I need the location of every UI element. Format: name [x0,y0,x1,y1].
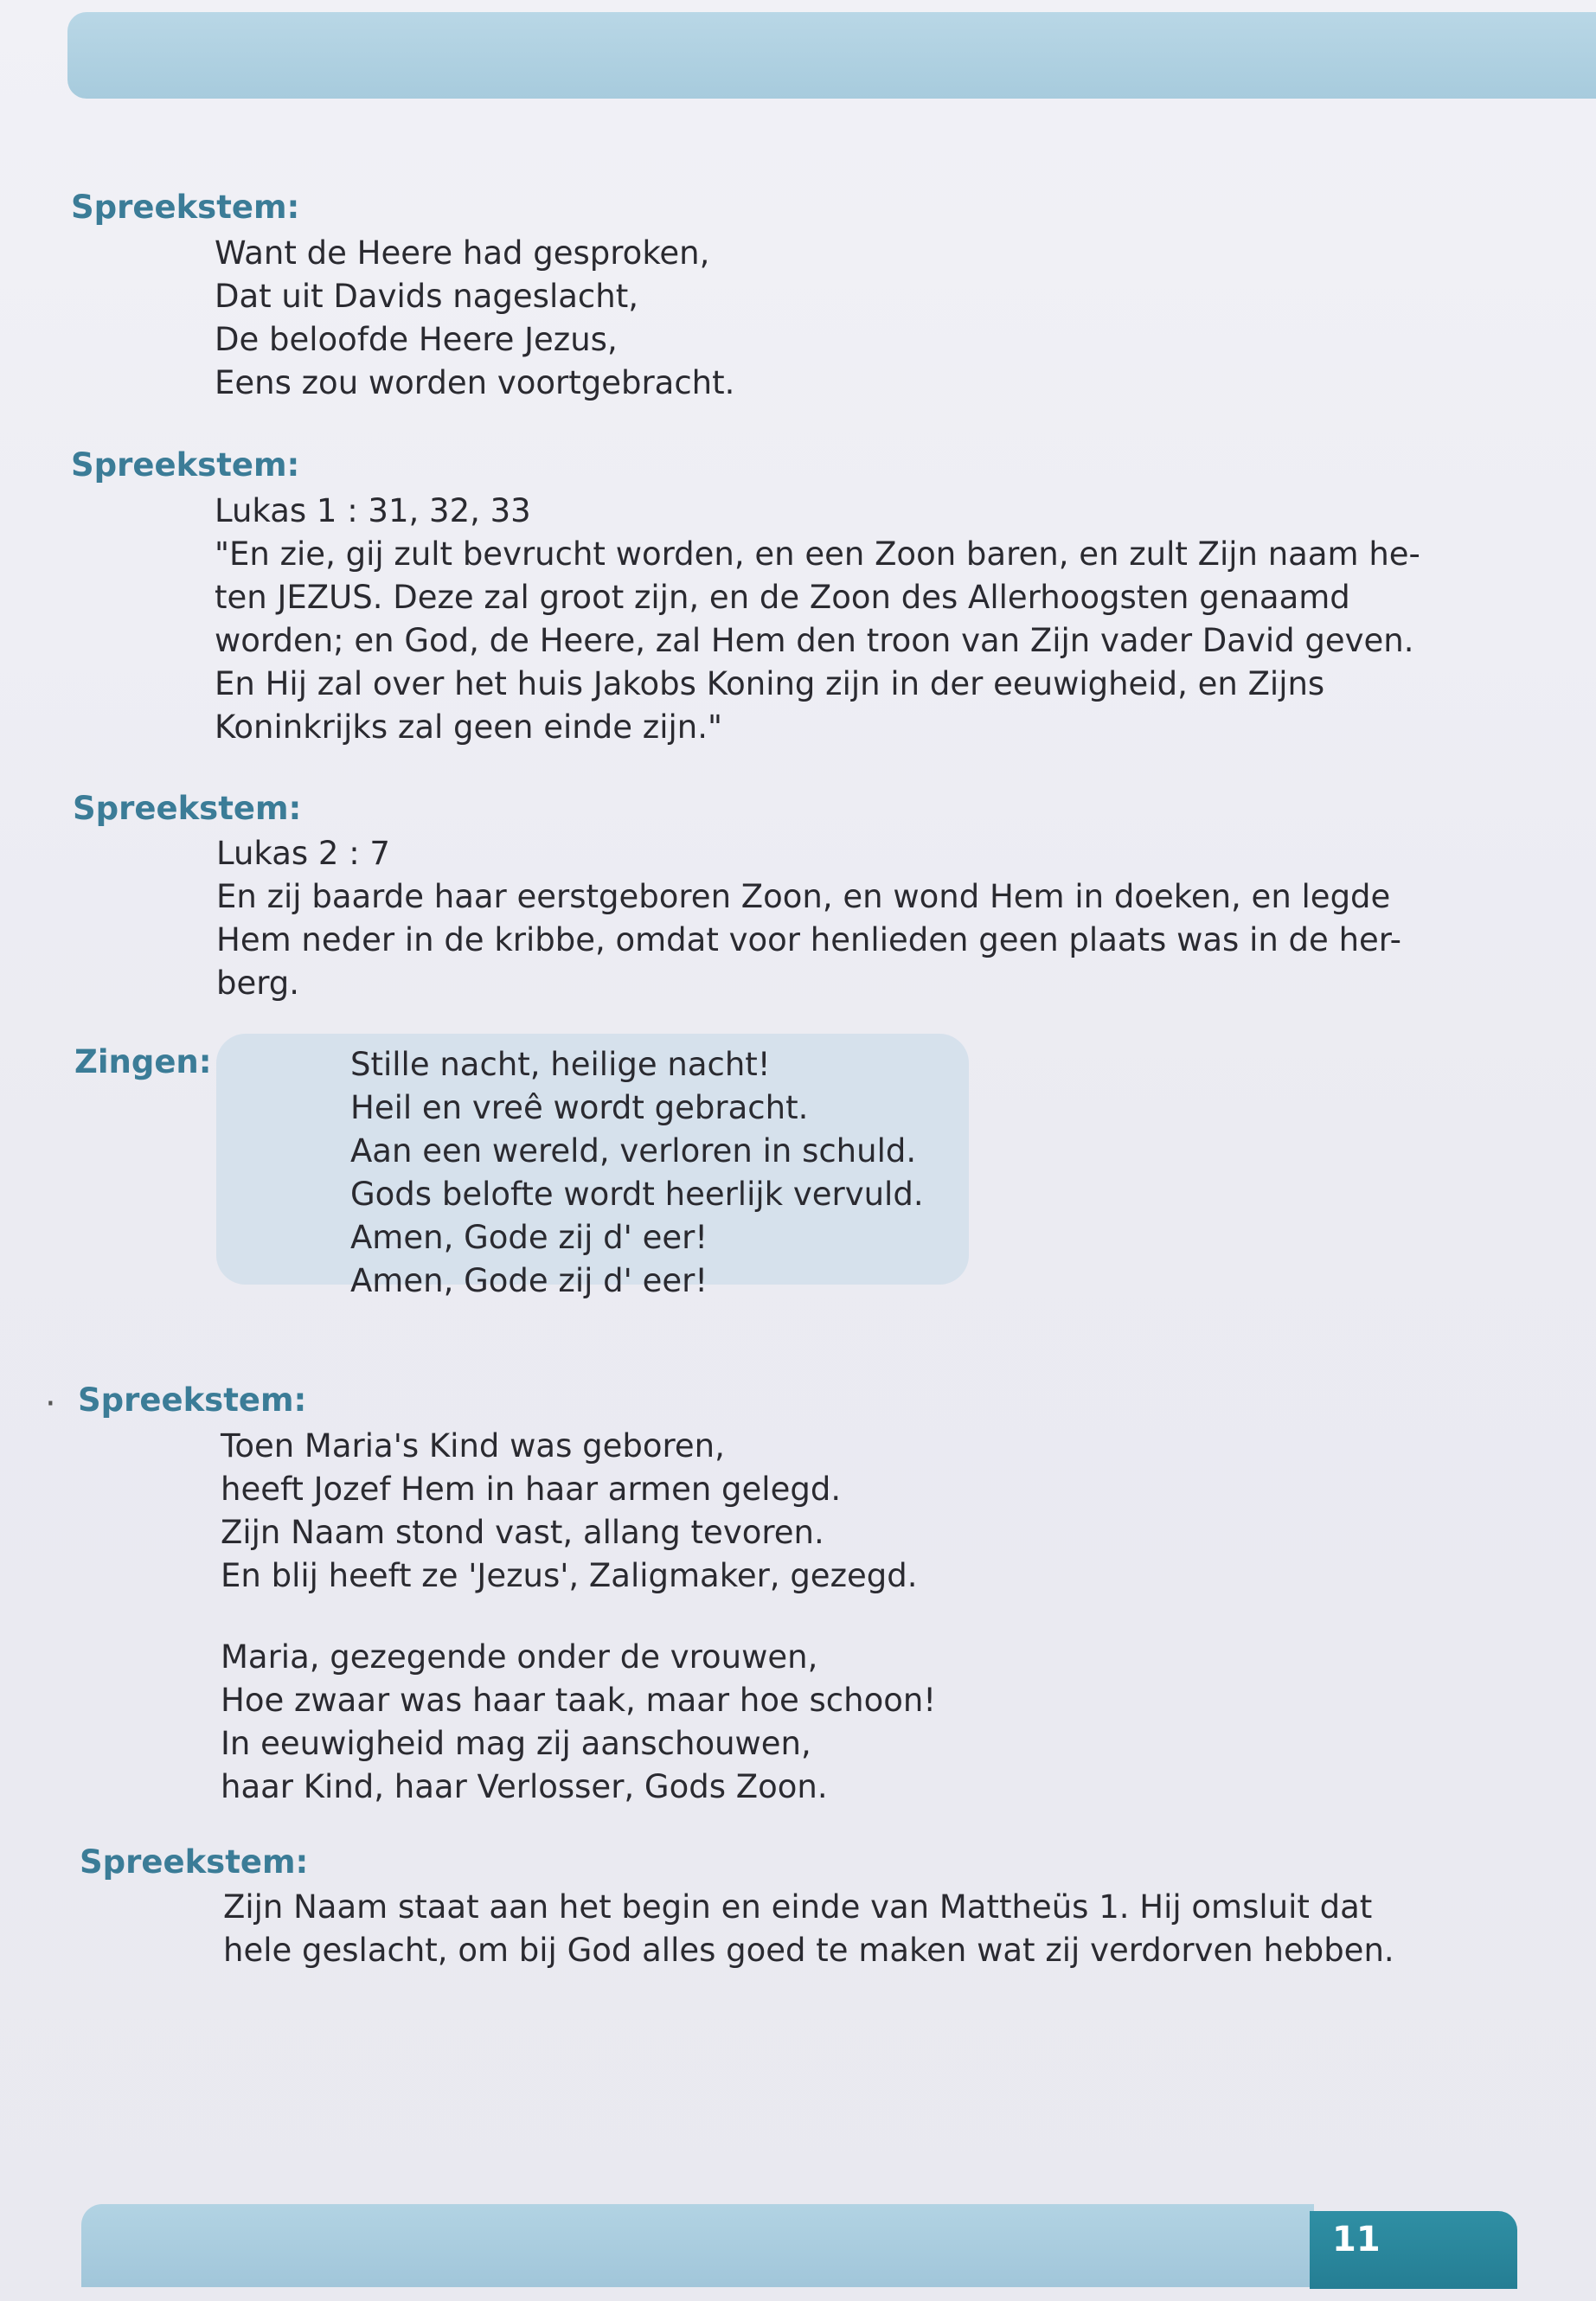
text-line: Maria, gezegende onder de vrouwen, [221,1638,818,1676]
text-line: De beloofde Heere Jezus, [215,321,618,358]
section-body [223,1886,1394,1972]
text-line: Toen Maria's Kind was geboren, [221,1427,725,1465]
lyric-line: Stille nacht, heilige nacht! [350,1046,771,1083]
text-line: hele geslacht, om bij God alles goed te maken wat zij verdorven hebben. [223,1932,1394,1969]
text-line: Eens zou worden voortgebracht. [215,364,735,401]
text-line: ten JEZUS. Deze zal groot zijn, en de Zoon des Allerhoogsten genaamd [215,579,1350,616]
text-line: Hem neder in de kribbe, omdat voor henlieden geen plaats was in de her- [216,921,1401,958]
text-line: En Hij zal over het huis Jakobs Koning zijn in der eeuwigheid, en Zijns [215,665,1325,702]
section-label: Spreekstem: [78,1381,307,1419]
section-label: Spreekstem: [80,1843,309,1881]
text-line: heeft Jozef Hem in haar armen gelegd. [221,1471,842,1508]
stanza-break [221,1598,936,1636]
section-label: Zingen: [74,1043,212,1080]
text-line: worden; en God, de Heere, zal Hem den troon van Zijn vader David geven. [215,622,1414,659]
text-line: Koninkrijks zal geen einde zijn." [215,708,722,746]
text-line: "En zie, gij zult bevrucht worden, en een Zoon baren, en zult Zijn naam he- [215,535,1420,573]
lyric-line: Gods belofte wordt heerlijk vervuld. [350,1176,924,1213]
page-number: 11 [1332,2220,1381,2259]
scripture-reference: Lukas 1 : 31, 32, 33 [215,492,531,529]
footer-bar [81,2204,1314,2287]
text-line: Hoe zwaar was haar taak, maar hoe schoon! [221,1682,937,1719]
section-label: Spreekstem: [71,189,300,226]
text-line: Want de Heere had gesproken, [215,234,710,272]
text-line: Zijn Naam staat aan het begin en einde van Mattheüs 1. Hij omsluit dat [223,1888,1373,1926]
section-body [216,832,1401,1005]
section-label: Spreekstem: [73,790,302,827]
section-body [215,232,734,405]
text-line: haar Kind, haar Verlosser, Gods Zoon. [221,1768,828,1805]
text-line: Dat uit Davids nageslacht, [215,278,638,315]
text-line: En zij baarde haar eerstgeboren Zoon, en wond Hem in doeken, en legde [216,878,1391,915]
stray-mark: · [45,1384,56,1424]
text-line: Zijn Naam stond vast, allang tevoren. [221,1514,824,1551]
lyric-line: Amen, Gode zij d' eer! [350,1219,708,1256]
text-line: En blij heeft ze 'Jezus', Zaligmaker, gezegd. [221,1557,918,1594]
lyric-line: Aan een wereld, verloren in schuld. [350,1132,917,1170]
song-lyrics [350,1043,924,1303]
section-label: Spreekstem: [71,446,300,484]
lyric-line: Heil en vreê wordt gebracht. [350,1089,809,1126]
lyric-line: Amen, Gode zij d' eer! [350,1262,708,1299]
section-body [215,490,1420,749]
section-body [221,1425,936,1809]
scripture-reference: Lukas 2 : 7 [216,835,390,872]
text-line: In eeuwigheid mag zij aanschouwen, [221,1725,811,1762]
header-banner [67,12,1596,99]
text-line: berg. [216,965,300,1002]
